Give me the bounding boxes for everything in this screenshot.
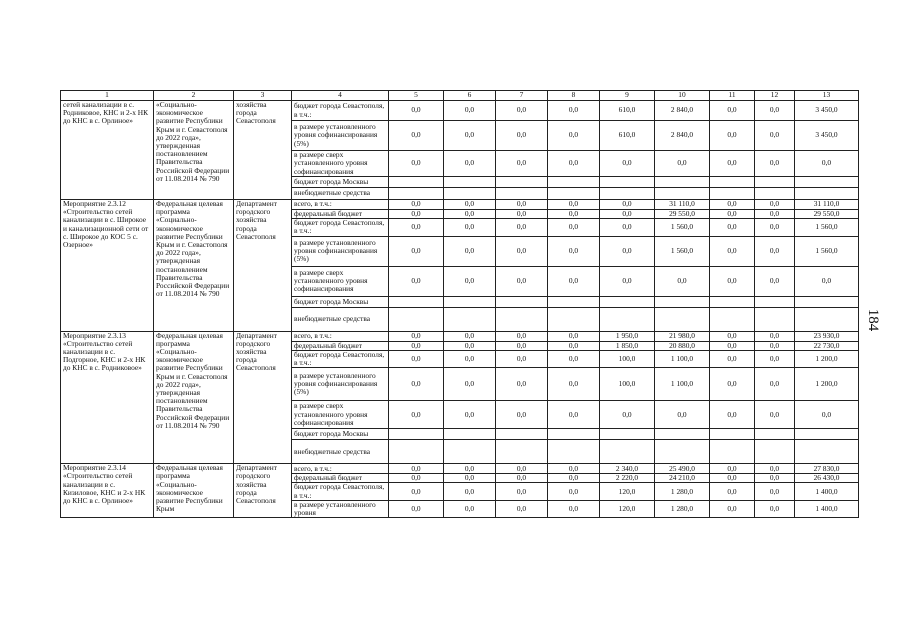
funding-source-cell: в размере сверх установленного уровня софинансирования xyxy=(292,266,389,296)
amount-cell: 0,0 xyxy=(795,151,859,177)
amount-cell: 0,0 xyxy=(444,210,496,219)
amount-cell: 1 100,0 xyxy=(655,368,710,401)
amount-cell: 0,0 xyxy=(389,401,444,429)
header-cell: 3 xyxy=(234,91,292,101)
amount-cell: 0,0 xyxy=(600,200,655,210)
amount-cell xyxy=(548,440,600,464)
amount-cell: 1 560,0 xyxy=(795,236,859,266)
amount-cell xyxy=(444,296,496,307)
header-cell: 8 xyxy=(548,91,600,101)
amount-cell xyxy=(389,296,444,307)
amount-cell: 0,0 xyxy=(496,200,548,210)
amount-cell: 1 560,0 xyxy=(655,219,710,236)
amount-cell: 0,0 xyxy=(496,219,548,236)
amount-cell: 0,0 xyxy=(755,331,795,341)
amount-cell xyxy=(710,296,755,307)
header-cell: 12 xyxy=(755,91,795,101)
amount-cell: 0,0 xyxy=(548,219,600,236)
amount-cell: 0,0 xyxy=(548,474,600,483)
amount-cell: 0,0 xyxy=(755,266,795,296)
amount-cell: 29 550,0 xyxy=(795,210,859,219)
amount-cell: 0,0 xyxy=(389,483,444,500)
amount-cell: 0,0 xyxy=(600,266,655,296)
header-row xyxy=(61,91,859,101)
amount-cell: 610,0 xyxy=(600,101,655,121)
amount-cell xyxy=(389,177,444,188)
amount-cell xyxy=(389,188,444,200)
amount-cell: 0,0 xyxy=(444,483,496,500)
amount-cell: 0,0 xyxy=(444,474,496,483)
amount-cell: 0,0 xyxy=(755,121,795,151)
funding-source-cell: всего, в т.ч.: xyxy=(292,464,389,474)
amount-cell: 0,0 xyxy=(444,464,496,474)
amount-cell xyxy=(755,188,795,200)
amount-cell: 0,0 xyxy=(548,121,600,151)
amount-cell: 610,0 xyxy=(600,121,655,151)
amount-cell xyxy=(655,188,710,200)
amount-cell xyxy=(496,429,548,440)
amount-cell: 0,0 xyxy=(710,121,755,151)
amount-cell: 0,0 xyxy=(496,401,548,429)
amount-cell: 0,0 xyxy=(548,500,600,517)
amount-cell: 3 450,0 xyxy=(795,121,859,151)
amount-cell xyxy=(655,440,710,464)
amount-cell xyxy=(755,429,795,440)
amount-cell xyxy=(710,177,755,188)
amount-cell: 0,0 xyxy=(755,236,795,266)
amount-cell: 0,0 xyxy=(755,368,795,401)
program-cell: «Социально-экономическое развитие Республики Крым и г. Севастополя до 2022 года», утвержденная постановлением Правительства Российской Федерации от 11.08.2014 № 790 xyxy=(154,101,234,200)
funding-source-cell: внебюджетные средства xyxy=(292,188,389,200)
header-cell: 7 xyxy=(496,91,548,101)
header-cell: 11 xyxy=(710,91,755,101)
funding-source-cell: бюджет города Москвы xyxy=(292,177,389,188)
amount-cell: 0,0 xyxy=(444,401,496,429)
amount-cell: 20 880,0 xyxy=(655,341,710,350)
amount-cell xyxy=(710,307,755,331)
amount-cell xyxy=(795,307,859,331)
amount-cell: 0,0 xyxy=(600,236,655,266)
amount-cell: 0,0 xyxy=(755,151,795,177)
program-cell: Федеральная целевая программа «Социально-экономическое развитие Республики Крым и г. Севастополя до 2022 года», утвержденная постановлением Правительства Российской Федерации от 11.08.2014 № 790 xyxy=(154,331,234,464)
amount-cell: 0,0 xyxy=(496,341,548,350)
amount-cell: 0,0 xyxy=(389,151,444,177)
amount-cell: 1 400,0 xyxy=(795,483,859,500)
amount-cell: 0,0 xyxy=(444,121,496,151)
amount-cell: 0,0 xyxy=(548,368,600,401)
amount-cell: 0,0 xyxy=(710,483,755,500)
amount-cell: 0,0 xyxy=(444,200,496,210)
amount-cell xyxy=(755,440,795,464)
amount-cell: 0,0 xyxy=(548,266,600,296)
amount-cell: 0,0 xyxy=(389,121,444,151)
amount-cell xyxy=(655,296,710,307)
header-cell: 6 xyxy=(444,91,496,101)
amount-cell: 0,0 xyxy=(548,236,600,266)
header-cell: 10 xyxy=(655,91,710,101)
amount-cell xyxy=(795,177,859,188)
amount-cell: 24 210,0 xyxy=(655,474,710,483)
measure-name-cell: Мероприятие 2.3.13 «Строительство сетей канализации в с. Подгорное, КНС и 2-х НК до КНС в с. Родниковое» xyxy=(61,331,154,464)
measure-name-cell: Мероприятие 2.3.12 «Строительство сетей канализации в с. Широкое и канализационной сети от с. Широкое до КОС 5 с. Озерное» xyxy=(61,200,154,332)
funding-source-cell: в размере установленного уровня софинансирования (5%) xyxy=(292,121,389,151)
amount-cell: 0,0 xyxy=(600,210,655,219)
amount-cell xyxy=(655,177,710,188)
amount-cell: 0,0 xyxy=(710,210,755,219)
funding-source-cell: бюджет города Севастополя, в т.ч.: xyxy=(292,350,389,367)
funding-source-cell: в размере установленного уровня софинансирования (5%) xyxy=(292,368,389,401)
amount-cell: 0,0 xyxy=(755,341,795,350)
amount-cell: 0,0 xyxy=(389,266,444,296)
funding-source-cell: всего, в т.ч.: xyxy=(292,200,389,210)
amount-cell xyxy=(795,429,859,440)
amount-cell xyxy=(600,307,655,331)
amount-cell xyxy=(496,440,548,464)
amount-cell: 0,0 xyxy=(710,464,755,474)
amount-cell: 0,0 xyxy=(710,101,755,121)
amount-cell: 0,0 xyxy=(548,210,600,219)
amount-cell: 0,0 xyxy=(548,101,600,121)
amount-cell xyxy=(548,307,600,331)
amount-cell: 0,0 xyxy=(389,236,444,266)
funding-source-cell: федеральный бюджет xyxy=(292,474,389,483)
amount-cell xyxy=(389,307,444,331)
amount-cell xyxy=(444,429,496,440)
amount-cell: 0,0 xyxy=(548,151,600,177)
amount-cell: 0,0 xyxy=(389,500,444,517)
amount-cell: 0,0 xyxy=(444,266,496,296)
amount-cell: 3 450,0 xyxy=(795,101,859,121)
amount-cell: 1 560,0 xyxy=(795,219,859,236)
table-row xyxy=(61,464,859,474)
funding-source-cell: бюджет города Севастополя, в т.ч.: xyxy=(292,219,389,236)
amount-cell: 0,0 xyxy=(389,210,444,219)
amount-cell xyxy=(795,296,859,307)
amount-cell: 0,0 xyxy=(548,350,600,367)
measure-name-cell: сетей канализации в с. Родниковое, КНС и 2-х НК до КНС в с. Орлиное» xyxy=(61,101,154,200)
table-row xyxy=(61,101,859,121)
amount-cell: 0,0 xyxy=(755,464,795,474)
amount-cell: 0,0 xyxy=(655,401,710,429)
amount-cell: 1 200,0 xyxy=(795,368,859,401)
amount-cell: 25 490,0 xyxy=(655,464,710,474)
amount-cell: 1 200,0 xyxy=(795,350,859,367)
amount-cell xyxy=(600,188,655,200)
header-cell: 5 xyxy=(389,91,444,101)
amount-cell xyxy=(655,307,710,331)
amount-cell: 31 110,0 xyxy=(795,200,859,210)
amount-cell xyxy=(795,440,859,464)
amount-cell xyxy=(496,177,548,188)
amount-cell: 0,0 xyxy=(444,101,496,121)
amount-cell: 0,0 xyxy=(755,200,795,210)
funding-source-cell: бюджет города Москвы xyxy=(292,429,389,440)
amount-cell: 0,0 xyxy=(444,331,496,341)
amount-cell: 1 280,0 xyxy=(655,483,710,500)
amount-cell: 31 110,0 xyxy=(655,200,710,210)
amount-cell xyxy=(496,188,548,200)
header-cell: 9 xyxy=(600,91,655,101)
amount-cell xyxy=(755,296,795,307)
amount-cell: 0,0 xyxy=(710,341,755,350)
amount-cell: 0,0 xyxy=(496,210,548,219)
amount-cell: 0,0 xyxy=(710,401,755,429)
amount-cell xyxy=(444,177,496,188)
amount-cell: 0,0 xyxy=(655,151,710,177)
amount-cell xyxy=(600,296,655,307)
amount-cell: 0,0 xyxy=(389,200,444,210)
amount-cell: 0,0 xyxy=(755,219,795,236)
amount-cell: 0,0 xyxy=(444,151,496,177)
amount-cell: 27 830,0 xyxy=(795,464,859,474)
amount-cell: 120,0 xyxy=(600,500,655,517)
amount-cell: 0,0 xyxy=(755,101,795,121)
amount-cell: 1 100,0 xyxy=(655,350,710,367)
amount-cell: 0,0 xyxy=(496,500,548,517)
amount-cell xyxy=(496,307,548,331)
amount-cell: 0,0 xyxy=(710,368,755,401)
amount-cell: 0,0 xyxy=(444,500,496,517)
funding-source-cell: бюджет города Севастополя, в т.ч.: xyxy=(292,483,389,500)
amount-cell: 0,0 xyxy=(655,266,710,296)
amount-cell: 0,0 xyxy=(710,151,755,177)
table-row xyxy=(61,331,859,341)
amount-cell: 0,0 xyxy=(755,350,795,367)
funding-source-cell: в размере установленного уровня софинансирования (5%) xyxy=(292,236,389,266)
amount-cell xyxy=(548,177,600,188)
funding-source-cell: в размере установленного уровня xyxy=(292,500,389,517)
funding-source-cell: бюджет города Москвы xyxy=(292,296,389,307)
amount-cell xyxy=(710,188,755,200)
amount-cell: 1 850,0 xyxy=(600,341,655,350)
amount-cell xyxy=(389,440,444,464)
measure-name-cell: Мероприятие 2.3.14 «Строительство сетей канализации в с. Кизиловое, КНС и 2-х НК до КНС в с. Орлиное» xyxy=(61,464,154,518)
amount-cell: 21 980,0 xyxy=(655,331,710,341)
executor-cell: Департамент городского хозяйства города Севастополя xyxy=(234,331,292,464)
amount-cell: 0,0 xyxy=(755,483,795,500)
amount-cell xyxy=(795,188,859,200)
amount-cell: 2 840,0 xyxy=(655,101,710,121)
amount-cell: 0,0 xyxy=(755,210,795,219)
funding-source-cell: внебюджетные средства xyxy=(292,307,389,331)
funding-source-cell: бюджет города Севастополя, в т.ч.: xyxy=(292,101,389,121)
amount-cell: 0,0 xyxy=(496,151,548,177)
amount-cell: 120,0 xyxy=(600,483,655,500)
amount-cell: 0,0 xyxy=(496,331,548,341)
amount-cell: 0,0 xyxy=(496,266,548,296)
amount-cell: 29 550,0 xyxy=(655,210,710,219)
amount-cell: 0,0 xyxy=(389,464,444,474)
amount-cell xyxy=(548,296,600,307)
amount-cell: 0,0 xyxy=(548,464,600,474)
amount-cell: 0,0 xyxy=(444,236,496,266)
amount-cell: 0,0 xyxy=(710,350,755,367)
amount-cell: 0,0 xyxy=(389,341,444,350)
amount-cell: 0,0 xyxy=(755,500,795,517)
amount-cell: 23 930,0 xyxy=(795,331,859,341)
amount-cell: 2 220,0 xyxy=(600,474,655,483)
amount-cell: 0,0 xyxy=(548,331,600,341)
amount-cell: 0,0 xyxy=(710,266,755,296)
amount-cell: 0,0 xyxy=(600,151,655,177)
header-cell: 4 xyxy=(292,91,389,101)
program-cell: Федеральная целевая программа «Социально-экономическое развитие Республики Крым xyxy=(154,464,234,518)
amount-cell: 0,0 xyxy=(710,474,755,483)
amount-cell xyxy=(444,440,496,464)
amount-cell: 0,0 xyxy=(710,219,755,236)
amount-cell: 0,0 xyxy=(496,464,548,474)
amount-cell: 0,0 xyxy=(755,401,795,429)
amount-cell xyxy=(600,440,655,464)
amount-cell: 100,0 xyxy=(600,350,655,367)
amount-cell: 0,0 xyxy=(600,401,655,429)
amount-cell xyxy=(710,440,755,464)
amount-cell: 0,0 xyxy=(444,368,496,401)
funding-source-cell: в размере сверх установленного уровня софинансирования xyxy=(292,401,389,429)
amount-cell: 0,0 xyxy=(389,331,444,341)
executor-cell: хозяйства города Севастополя xyxy=(234,101,292,200)
amount-cell: 0,0 xyxy=(389,219,444,236)
amount-cell: 1 950,0 xyxy=(600,331,655,341)
amount-cell: 0,0 xyxy=(444,350,496,367)
amount-cell: 22 730,0 xyxy=(795,341,859,350)
amount-cell: 0,0 xyxy=(496,483,548,500)
program-cell: Федеральная целевая программа «Социально-экономическое развитие Республики Крым и г. Севастополя до 2022 года», утвержденная постановлением Правительства Российской Федерации от 11.08.2014 № 790 xyxy=(154,200,234,332)
amount-cell: 0,0 xyxy=(710,331,755,341)
page-number: 184 xyxy=(865,308,881,332)
budget-table xyxy=(60,90,859,518)
amount-cell: 0,0 xyxy=(548,483,600,500)
funding-source-cell: федеральный бюджет xyxy=(292,210,389,219)
amount-cell: 0,0 xyxy=(496,121,548,151)
amount-cell: 0,0 xyxy=(389,350,444,367)
amount-cell: 0,0 xyxy=(548,200,600,210)
amount-cell xyxy=(548,429,600,440)
amount-cell: 0,0 xyxy=(548,341,600,350)
amount-cell: 0,0 xyxy=(710,236,755,266)
amount-cell xyxy=(755,177,795,188)
amount-cell: 0,0 xyxy=(444,341,496,350)
amount-cell xyxy=(600,429,655,440)
amount-cell: 0,0 xyxy=(389,101,444,121)
amount-cell: 0,0 xyxy=(496,101,548,121)
amount-cell xyxy=(444,307,496,331)
amount-cell: 0,0 xyxy=(600,219,655,236)
funding-source-cell: федеральный бюджет xyxy=(292,341,389,350)
amount-cell: 0,0 xyxy=(496,350,548,367)
executor-cell: Департамент городского хозяйства города Севастополя xyxy=(234,200,292,332)
amount-cell: 0,0 xyxy=(710,200,755,210)
amount-cell: 26 430,0 xyxy=(795,474,859,483)
amount-cell xyxy=(655,429,710,440)
header-cell: 1 xyxy=(61,91,154,101)
amount-cell: 1 560,0 xyxy=(655,236,710,266)
funding-source-cell: всего, в т.ч.: xyxy=(292,331,389,341)
amount-cell: 2 840,0 xyxy=(655,121,710,151)
amount-cell xyxy=(389,429,444,440)
amount-cell: 0,0 xyxy=(496,236,548,266)
amount-cell: 1 400,0 xyxy=(795,500,859,517)
amount-cell: 100,0 xyxy=(600,368,655,401)
table-row xyxy=(61,200,859,210)
amount-cell xyxy=(496,296,548,307)
amount-cell: 0,0 xyxy=(795,266,859,296)
funding-source-cell: внебюджетные средства xyxy=(292,440,389,464)
executor-cell: Департамент городского хозяйства города Севастополя xyxy=(234,464,292,518)
amount-cell: 0,0 xyxy=(710,500,755,517)
amount-cell xyxy=(755,307,795,331)
amount-cell: 0,0 xyxy=(444,219,496,236)
amount-cell: 1 280,0 xyxy=(655,500,710,517)
amount-cell: 0,0 xyxy=(755,474,795,483)
amount-cell: 0,0 xyxy=(795,401,859,429)
amount-cell: 0,0 xyxy=(389,474,444,483)
amount-cell xyxy=(548,188,600,200)
amount-cell: 0,0 xyxy=(548,401,600,429)
funding-source-cell: в размере сверх установленного уровня софинансирования xyxy=(292,151,389,177)
amount-cell xyxy=(600,177,655,188)
amount-cell: 0,0 xyxy=(496,474,548,483)
header-cell: 2 xyxy=(154,91,234,101)
amount-cell xyxy=(444,188,496,200)
header-cell: 13 xyxy=(795,91,859,101)
amount-cell: 0,0 xyxy=(496,368,548,401)
amount-cell: 0,0 xyxy=(389,368,444,401)
amount-cell: 2 340,0 xyxy=(600,464,655,474)
amount-cell xyxy=(710,429,755,440)
